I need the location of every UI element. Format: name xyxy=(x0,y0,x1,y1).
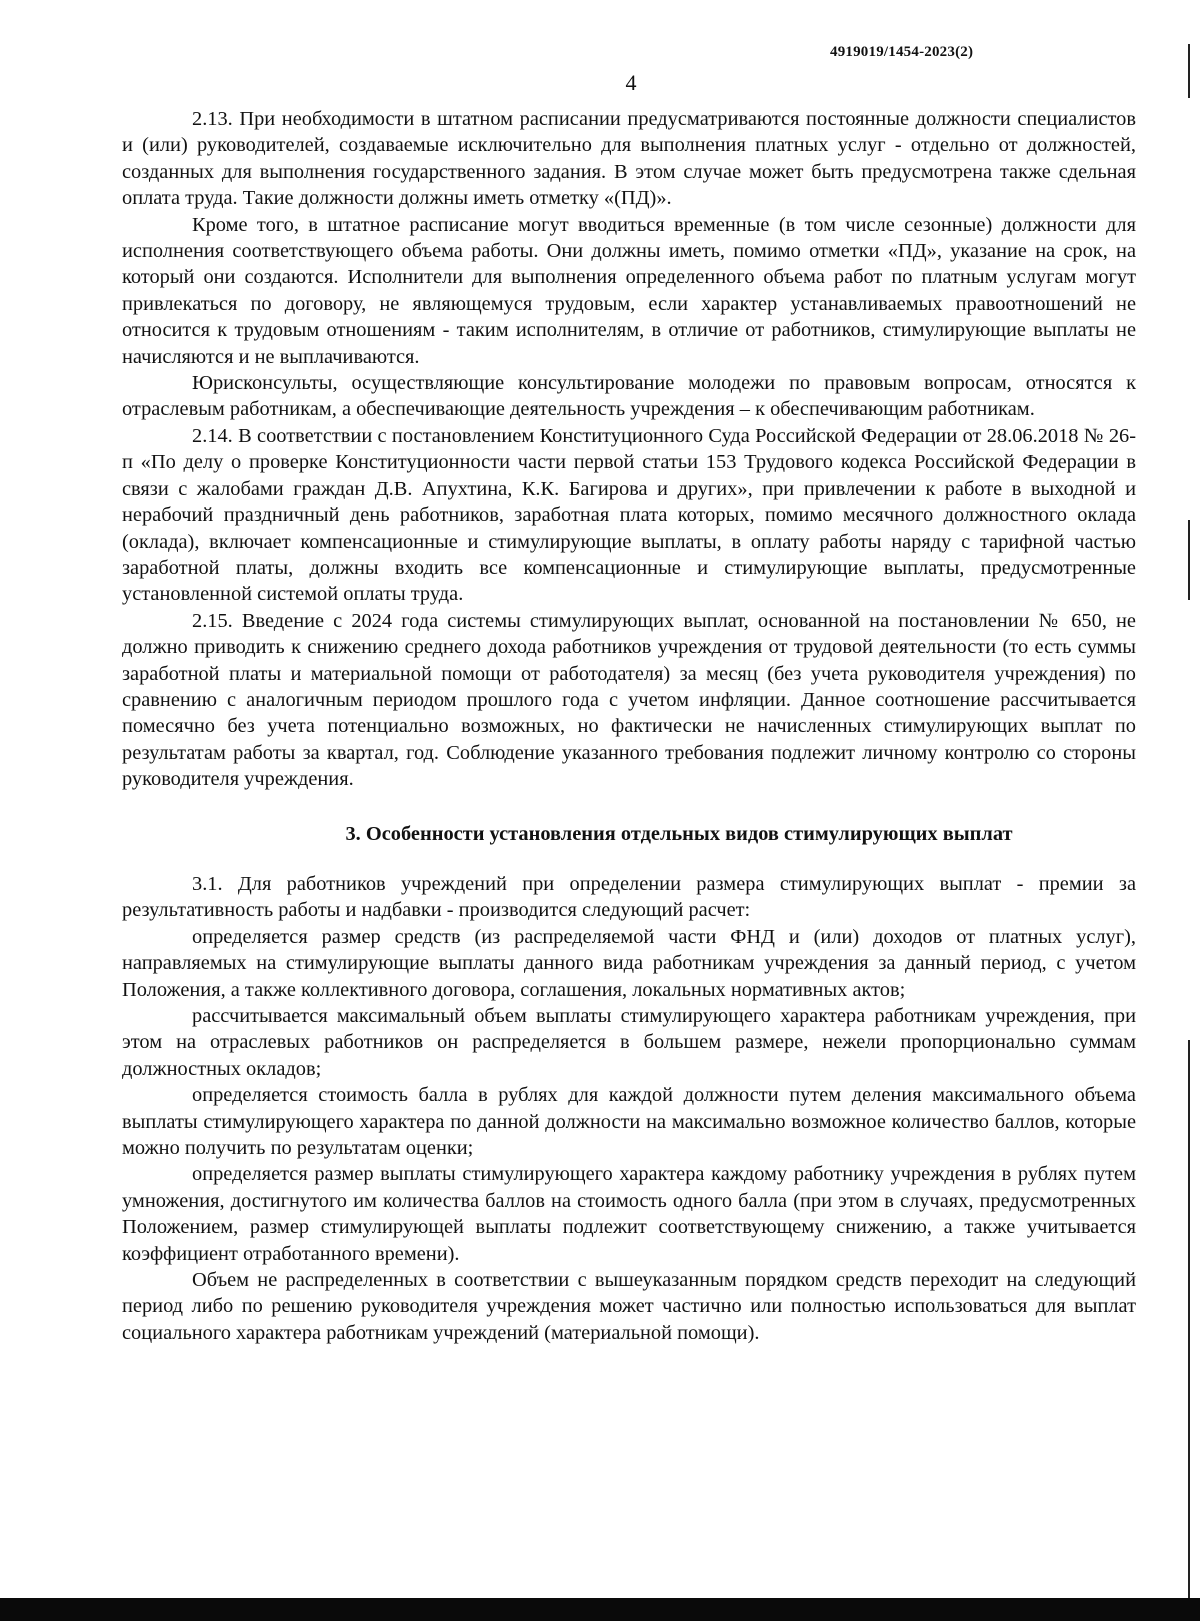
scan-edge-line xyxy=(1188,520,1190,600)
scan-bottom-band xyxy=(0,1598,1200,1621)
paragraph-temporary-positions: Кроме того, в штатное расписание могут вводиться временные (в том числе сезонные) должности для исполнения соответствующего объема работы. Они должны иметь, помимо отметки «ПД», указание на срок, на который они создаются. Исполнители для выполнения определенного объема работ по платным услугам могут привлекаться по договору, не являющемуся трудовым, если характер устанавливаемых правоотношений не относится к трудовым отношениям - таким исполнителям, в отличие от работников, стимулирующие выплаты не начисляются и не выплачиваются. xyxy=(122,213,1136,368)
paragraph-legal-advisers: Юрисконсульты, осуществляющие консультирование молодежи по правовым вопросам, относятся к отраслевым работникам, а обеспечивающие деятельность учреждения – к обеспечивающим работникам. xyxy=(122,372,1136,421)
paragraph-payment-size: определяется размер выплаты стимулирующего характера каждому работнику учреждения в рублях путем умножения, достигнутого им количества баллов на стоимость одного балла (при этом в случаях, предусмотренных Положением, размер стимулирующей выплаты подлежит соответствующему снижению, а также учитывается коэффициент отработанного времени). xyxy=(122,1163,1136,1265)
section-heading: 3. Особенности установления отдельных видов стимулирующих выплат xyxy=(345,822,1013,845)
paragraph-undistributed-funds: Объем не распределенных в соответствии с вышеуказанным порядком средств переходит на следующий период либо по решению руководителя учреждения может частично или полностью использоваться для выплат социального характера работникам учреждений (материальной помощи). xyxy=(122,1269,1136,1344)
paragraph-2-13: 2.13. При необходимости в штатном расписании предусматриваются постоянные должности специалистов и (или) руководителей, создаваемые исключительно для выполнения платных услуг - отдельно от должностей, созданных для выполнения государственного задания. В этом случае может быть предусмотрена также сдельная оплата труда. Такие должности должны иметь отметку «(ПД)». xyxy=(122,108,1136,210)
paragraph-2-14: 2.14. В соответствии с постановлением Конституционного Суда Российской Федерации от 28.06.2018 № 26-п «По делу о проверке Конституционности части первой статьи 153 Трудового кодекса Российской Федерации в связи с жалобами граждан Д.В. Апухтина, К.К. Багирова и других», при привлечении к работе в выходной и нерабочий праздничный день работников, заработная плата которых, помимо месячного должностного оклада (оклада), включает компенсационные и стимулирующие выплаты, в оплату работы наряду с тарифной частью заработной платы, должны входить все компенсационные и стимулирующие выплаты, предусмотренные установленной системой оплаты труда. xyxy=(122,424,1136,606)
paragraph-3-1: 3.1. Для работников учреждений при определении размера стимулирующих выплат - премии за результативность работы и надбавки - производится следующий расчет: xyxy=(122,872,1136,922)
paragraph-max-volume: рассчитывается максимальный объем выплаты стимулирующего характера работникам учреждения, при этом на отраслевых работников он распределяется в большем размере, нежели пропорционально суммам должностных окладов; xyxy=(122,1005,1136,1080)
paragraph-2-15: 2.15. Введение с 2024 года системы стимулирующих выплат, основанной на постановлении № 650, не должно приводить к снижению среднего дохода работников учреждения от трудовой деятельности (то есть суммы заработной платы и материальной помощи от работодателя) за месяц (без учета руководителя учреждения) по сравнению с аналогичным периодом прошлого года с учетом инфляции. Данное соотношение рассчитывается помесячно без учета потенциально возможных, но фактически не начисленных стимулирующих выплат по результатам работы за квартал, год. Соблюдение указанного требования подлежит личному контролю со стороны руководителя учреждения. xyxy=(122,609,1136,791)
scan-edge-line xyxy=(1188,1040,1190,1600)
document-body xyxy=(122,106,1136,1346)
scan-edge-line xyxy=(1188,44,1190,98)
paragraph-point-cost: определяется стоимость балла в рублях для каждой должности путем деления максимального объема выплаты стимулирующего характера по данной должности на максимально возможное количество баллов, которые можно получить по результатам оценки; xyxy=(122,1084,1136,1160)
paragraph-funds-amount: определяется размер средств (из распределяемой части ФНД и (или) доходов от платных услуг), направляемых на стимулирующие выплаты данного вида работникам учреждения за данный период, с учетом Положения, а также коллективного договора, соглашения, локальных нормативных актов; xyxy=(122,925,1136,1001)
document-number: 4919019/1454-2023(2) xyxy=(830,44,974,60)
page-number: 4 xyxy=(625,70,637,95)
